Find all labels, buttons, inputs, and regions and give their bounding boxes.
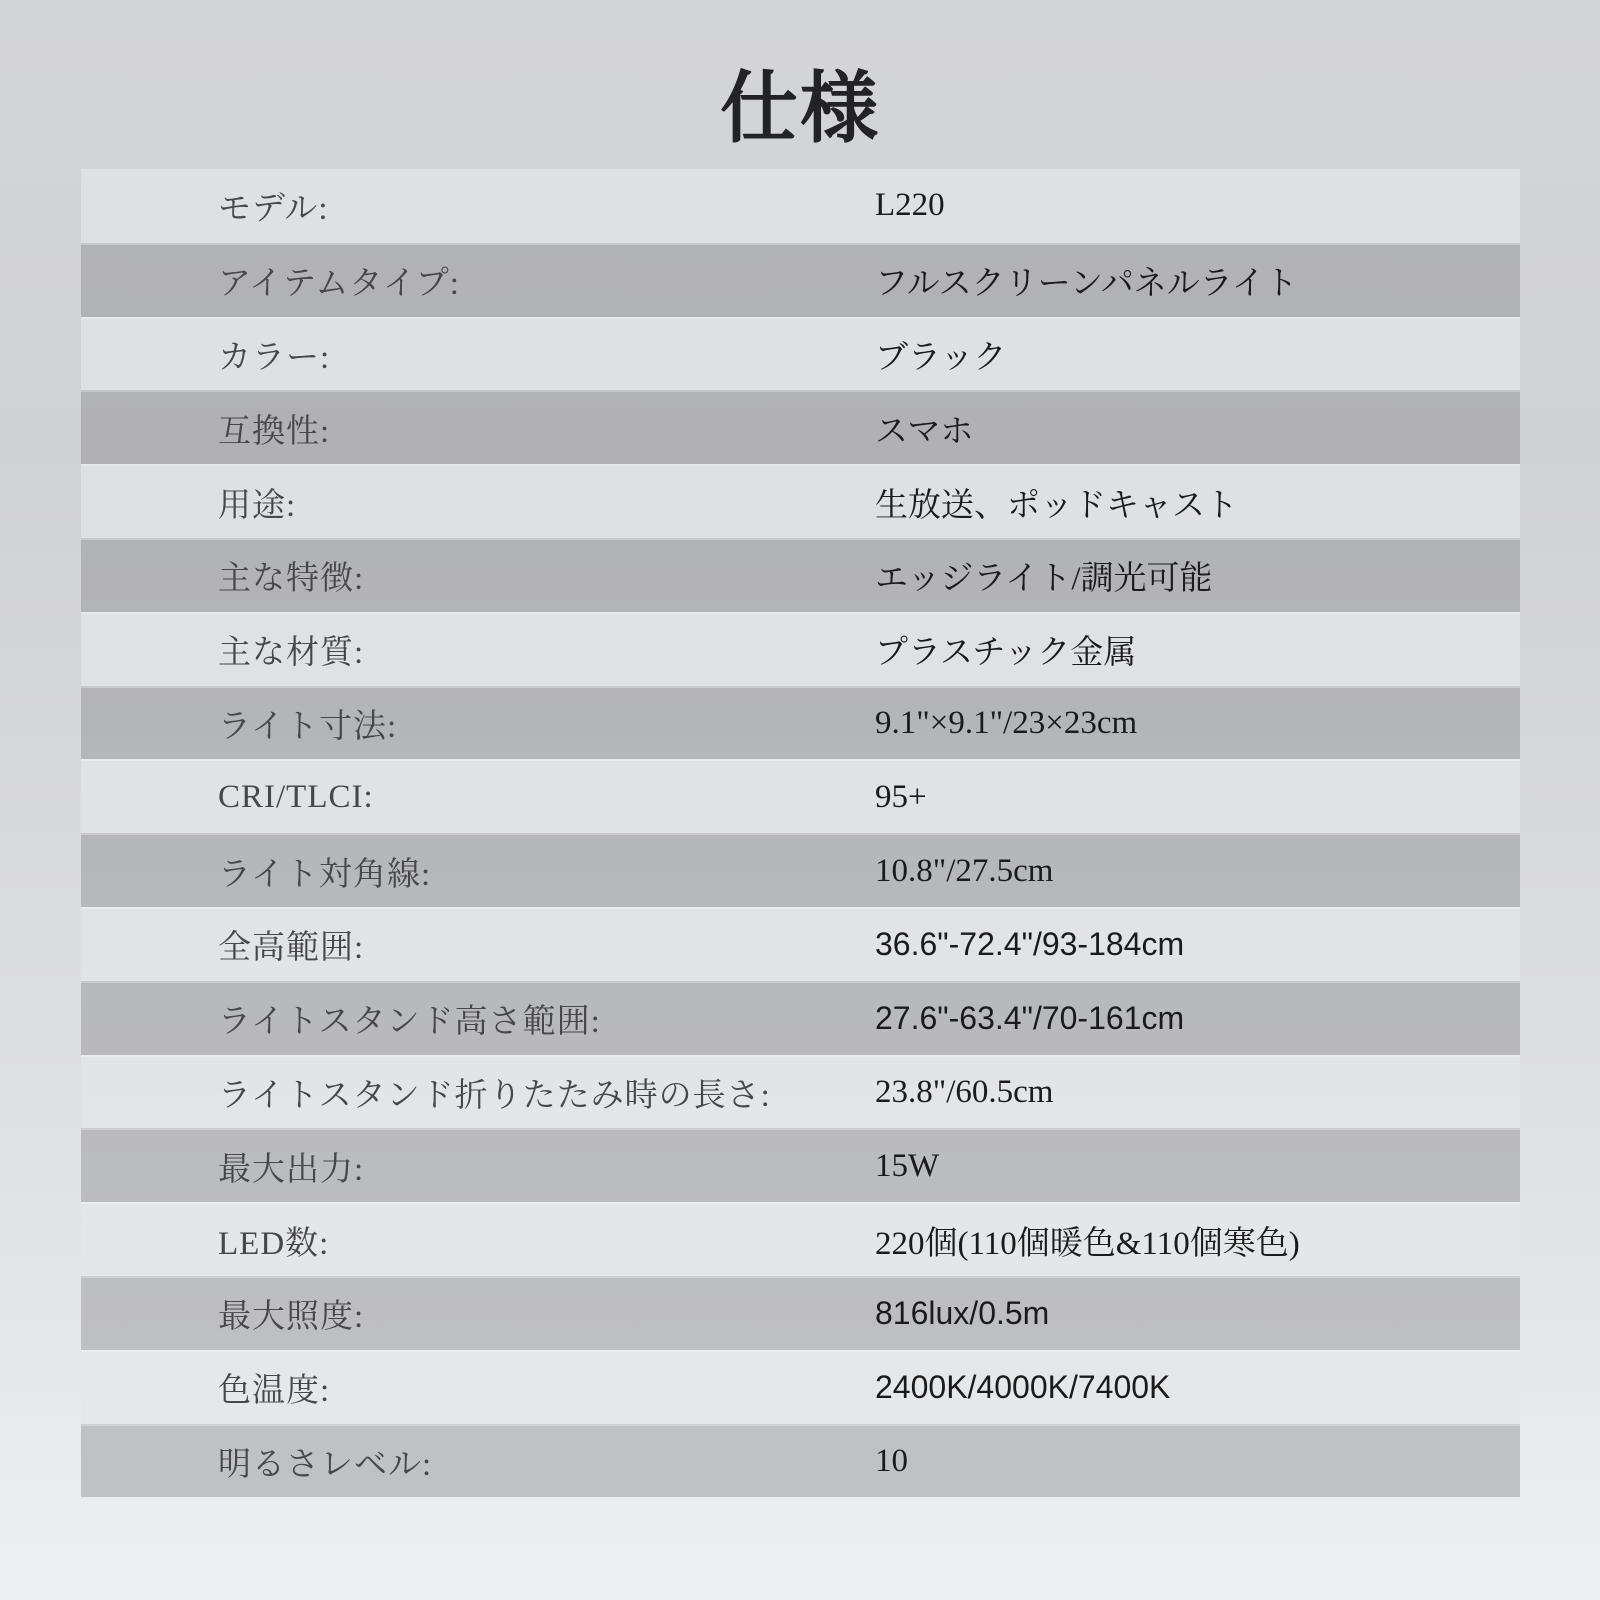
spec-value: 10.8"/27.5cm: [875, 852, 1054, 889]
spec-row: [81, 317, 1520, 391]
spec-label: ライト寸法:: [218, 708, 398, 745]
spec-row: [81, 1128, 1520, 1202]
spec-value: 15W: [875, 1147, 940, 1184]
spec-value: 27.6"-63.4"/70-161cm: [875, 1000, 1185, 1037]
spec-label: 主な材質:: [218, 635, 365, 672]
spec-row: [81, 169, 1520, 243]
spec-label: モデル:: [218, 191, 329, 228]
spec-row: [81, 1202, 1520, 1276]
spec-label: 主な特徴:: [218, 561, 365, 598]
spec-label: 最大出力:: [218, 1151, 365, 1188]
spec-label: 用途:: [218, 487, 297, 524]
spec-row: [81, 538, 1520, 612]
spec-row: [81, 464, 1520, 538]
spec-value: L220: [875, 187, 945, 224]
spec-table: [81, 169, 1520, 1497]
spec-value: 9.1"×9.1"/23×23cm: [875, 704, 1138, 741]
spec-row: [81, 1424, 1520, 1498]
spec-row: [81, 1350, 1520, 1424]
spec-value: プラスチック金属: [875, 635, 1137, 672]
spec-label: CRI/TLCI:: [218, 778, 374, 815]
spec-value: 36.6"-72.4"/93-184cm: [875, 926, 1185, 963]
spec-value: ブラック: [875, 339, 1007, 376]
spec-label: 全高範囲:: [218, 930, 365, 967]
spec-row: [81, 390, 1520, 464]
spec-value: エッジライト/調光可能: [875, 561, 1213, 598]
spec-value: 220個(110個暖色&110個寒色): [875, 1225, 1300, 1262]
spec-label: 互換性:: [218, 413, 331, 450]
spec-row: [81, 612, 1520, 686]
spec-value: 23.8"/60.5cm: [875, 1073, 1054, 1110]
spec-value: 10: [875, 1442, 908, 1479]
spec-row: [81, 981, 1520, 1055]
spec-value: スマホ: [875, 413, 974, 450]
spec-label: カラー:: [218, 339, 331, 376]
spec-label: ライト対角線:: [218, 856, 432, 893]
spec-value: フルスクリーンパネルライト: [875, 266, 1298, 303]
spec-row: [81, 833, 1520, 907]
spec-row: [81, 907, 1520, 981]
spec-value: 816lux/0.5m: [875, 1295, 1050, 1332]
page-title: 仕様: [719, 65, 880, 152]
spec-value: 2400K/4000K/7400K: [875, 1369, 1171, 1406]
spec-row: [81, 1276, 1520, 1350]
spec-row: [81, 243, 1520, 317]
spec-label: 色温度:: [218, 1373, 331, 1410]
spec-value: 95+: [875, 778, 927, 815]
spec-row: [81, 1055, 1520, 1129]
spec-label: LED数:: [218, 1225, 330, 1262]
spec-row: [81, 686, 1520, 760]
spec-label: ライトスタンド高さ範囲:: [218, 1004, 601, 1041]
spec-label: ライトスタンド折りたたみ時の長さ:: [218, 1077, 771, 1114]
spec-value: 生放送、ポッドキャスト: [875, 487, 1238, 524]
spec-label: アイテムタイプ:: [218, 266, 460, 303]
spec-label: 最大照度:: [218, 1299, 365, 1336]
spec-label: 明るさレベル:: [218, 1446, 433, 1483]
spec-row: [81, 759, 1520, 833]
